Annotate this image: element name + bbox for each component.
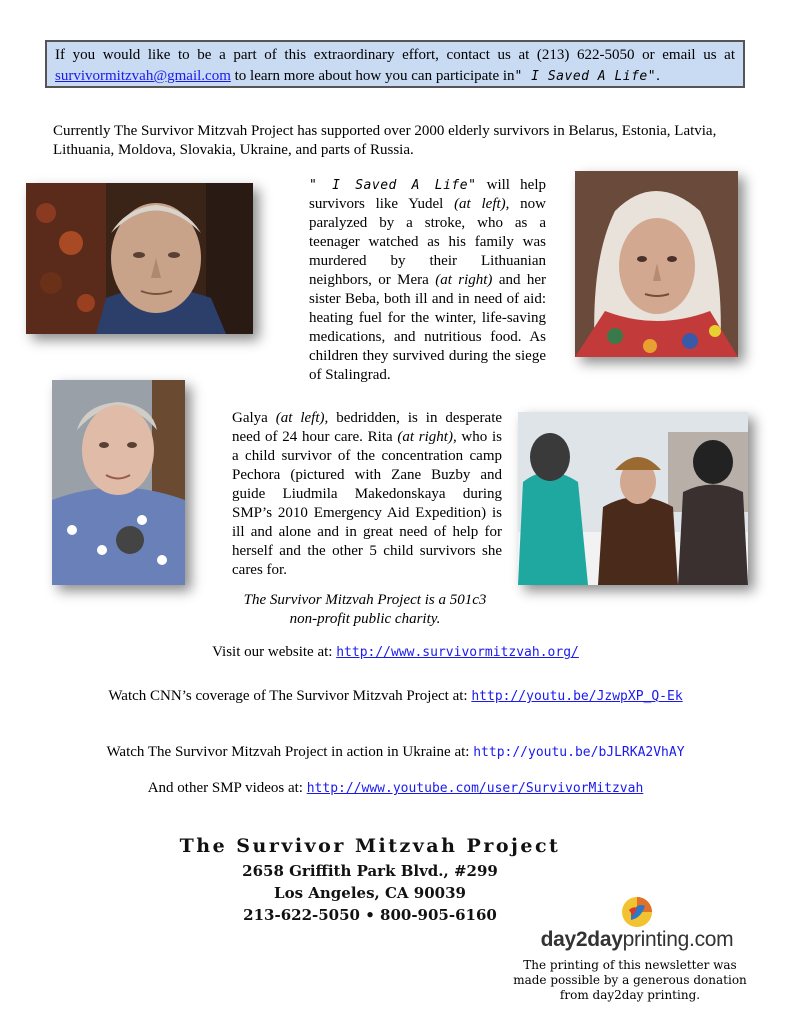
cnn-line: Watch CNN’s coverage of The Survivor Mitzvah Project at: http://youtu.be/JzwpXP_Q-Ek [108,688,683,704]
contact-text: If you would like to be a part of this extraordinary effort, contact us at (213) 622-5050 or email us at [55,47,735,63]
photo-galya [52,380,185,585]
website-line: Visit our website at: http://www.survivormitzvah.org/ [212,644,579,660]
intro-paragraph: Currently The Survivor Mitzvah Project has supported over 2000 elderly survivors in Belarus, Estonia, Latvia, Lithuania, Moldova, Slovakia, Ukraine, and parts of Russia. [53,123,717,158]
day2day-logo-icon [621,896,653,928]
cnn-link[interactable]: http://youtu.be/JzwpXP_Q-Ek [471,689,683,704]
sponsor-logo [532,896,742,952]
org-name: The Survivor Mitzvah Project [179,835,561,857]
ukraine-line: Watch The Survivor Mitzvah Project in action in Ukraine at: http://youtu.be/bJLRKA2VhAY [106,744,685,760]
sponsor-note: The printing of this newsletter was made possible by a generous donation from day2day printing. [513,958,747,1002]
photo-rita [518,412,748,585]
story-yudel-mera: " I Saved A Life" will help survivors like Yudel (at left), now paralyzed by a stroke, who as a teenager watched as his family was murdered by their Lithuanian neighbors, or Mera (at right) and her sister Beba, both ill and in need of aid: heating fuel for the winter, life-saving medications, and nutritious food. As children they survived during the siege of Stalingrad. [309,177,547,383]
org-address: 2658 Griffith Park Blvd., #299 Los Angeles, CA 90039 213-622-5050 • 800-905-6160 [242,862,498,924]
story-galya-rita: Galya (at left), bedridden, is in desperate need of 24 hour care. Rita (at right), who is a child survivor of the concentration camp Pechora (pictured with Zane Buzby and guide Liudmila Makedonskaya during SMP’s 2010 Emergency Aid Expedition) is ill and alone and in great need of help for herself and the other 5 child survivors she cares for. [232,410,503,578]
other-videos-link[interactable]: http://www.youtube.com/user/SurvivorMitzvah [306,781,644,796]
contact-box: If you would like to be a part of this extraordinary effort, contact us at (213) 622-5050 or email us at survivormitzvah@gmail.com to learn more about how you can participate in" I Saved A Life". [45,40,745,88]
other-videos-line: And other SMP videos at: http://www.youtube.com/user/SurvivorMitzvah [147,780,644,796]
ukraine-link[interactable]: http://youtu.be/bJLRKA2VhAY [473,745,685,760]
campaign-name: " I Saved A Life" [514,69,657,84]
photo-mera [575,171,738,357]
charity-note: The Survivor Mitzvah Project is a 501c3 non-profit public charity. [243,592,487,627]
email-link[interactable]: survivormitzvah@gmail.com [55,68,231,84]
photo-yudel [26,183,253,334]
sponsor-wordmark: day2dayprinting.com [540,928,734,951]
contact-text-2: to learn more about how you can participate in [234,68,515,84]
website-link[interactable]: http://www.survivormitzvah.org/ [336,645,579,660]
